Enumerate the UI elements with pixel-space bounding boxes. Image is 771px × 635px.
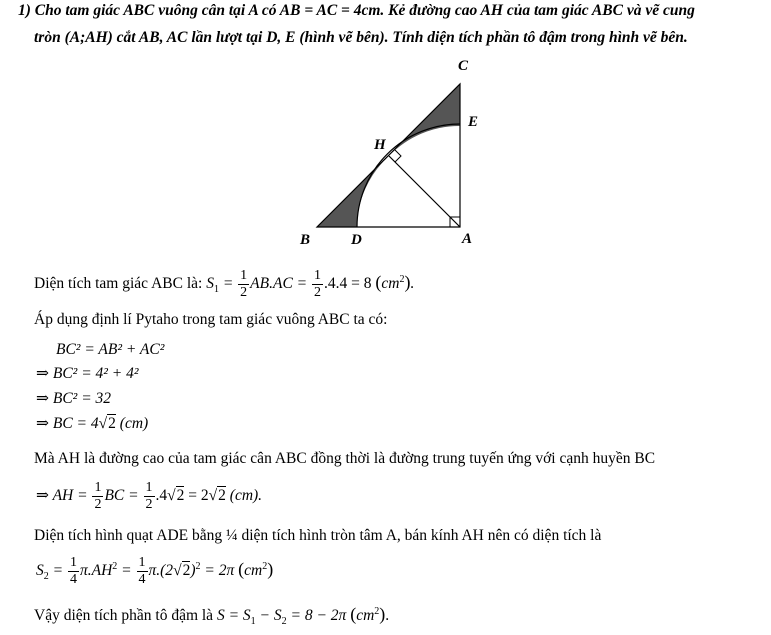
s1-intro: Diện tích tam giác ABC là:: [34, 275, 203, 293]
s2-eq2: =: [121, 562, 132, 580]
s1-lhs-sub: 1: [213, 284, 219, 296]
s2-mid: π.AH: [79, 562, 113, 580]
s1-frac2: [312, 268, 323, 301]
final-sub2: 2: [281, 616, 287, 628]
s2-rad: 2: [182, 562, 191, 580]
ah-unit: (cm).: [229, 487, 263, 505]
ah-rad2: 2: [218, 487, 226, 505]
label-e: E: [468, 114, 479, 130]
eq-4: ⇒ BC = 4√2 (cm): [36, 415, 149, 432]
s2-lhs-sub: 2: [43, 571, 49, 583]
label-d: D: [351, 232, 362, 248]
s2-frac: [68, 555, 79, 588]
ah-pre: ⇒ AH =: [36, 487, 88, 505]
ah-rad1: 2: [176, 487, 185, 505]
s2-close: ): [190, 562, 196, 580]
problem-line-1: 1) Cho tam giác ABC vuông cân tại A có AB = AC = 4cm. Kẻ đường cao AH của tam giác ABC và vẽ cung: [18, 2, 695, 19]
eq-3: ⇒ BC² = 32: [36, 390, 112, 407]
median-text: Mà AH là đường cao của tam giác cân ABC đồng thời là đường trung tuyến ứng với cạnh huyền BC: [34, 450, 656, 467]
s2-eq: =: [52, 562, 64, 580]
s2-frac-num: 1: [69, 555, 77, 570]
s1-frac-num: 1: [240, 268, 248, 283]
s1-frac2-num: 1: [314, 268, 321, 283]
altitude-ah: [389, 156, 460, 227]
final-unit-sup: 2: [374, 605, 380, 617]
s1-formula: $S_1$ = $\frac{1}{2}$ AB.AC = $\frac{1}{2}$ .4.4 = 8 $(cm^2)$.: [206, 268, 415, 300]
ah-mid2: .4: [155, 487, 168, 505]
ah-frac2-num: 1: [145, 480, 153, 495]
final-end: .: [385, 607, 390, 624]
label-h: H: [374, 137, 386, 153]
final-unit: cm: [356, 607, 375, 624]
ah-frac: [92, 480, 103, 513]
ah-frac-den: 2: [94, 497, 102, 512]
s1-lhs: S: [206, 275, 214, 293]
eq4-pre: ⇒ BC = 4: [36, 415, 99, 432]
s2-rhs: = 2π: [204, 562, 235, 580]
s1-frac2-den: 2: [314, 285, 321, 300]
final-intro: Vậy diện tích phần tô đậm là: [34, 607, 214, 624]
ah-mid: BC =: [104, 487, 139, 505]
problem-line-2: tròn (A;AH) cắt AB, AC lần lượt tại D, E (hình vẽ bên). Tính diện tích phần tô đậm trong hình vẽ bên.: [34, 29, 688, 46]
s2-line: $S_2$ = $\frac{1}{4}$ $\pi.AH^2$ = $\frac{1}{4}$ $\pi.(2√2)^2 = 2\pi$ $(cm^2)$: [36, 555, 274, 587]
final-minus: − S: [255, 607, 282, 624]
s2-unit: cm: [244, 562, 263, 580]
final-expr: S = S: [216, 607, 251, 624]
s2-lhs: S: [36, 562, 44, 580]
ah-eq: = 2: [184, 487, 209, 505]
eq4-unit: (cm): [119, 415, 149, 432]
eq4-rad: 2: [108, 415, 116, 432]
s2-frac2-num: 1: [138, 555, 146, 570]
ah-line: ⇒ AH = $\frac{1}{2}$ BC = $\frac{1}{2}$ .4√2 = 2√2 (cm).: [36, 480, 263, 512]
final-line: [34, 604, 389, 627]
s2-mid-sup: 2: [112, 560, 118, 572]
s1-line: [34, 268, 414, 301]
label-c: C: [458, 58, 469, 74]
s2-frac2-den: 4: [138, 572, 146, 587]
ah-frac2-den: 2: [145, 497, 153, 512]
s1-unit-sup: 2: [399, 273, 405, 285]
s1-eq: =: [222, 275, 234, 293]
eq-2: ⇒ BC² = 4² + 4²: [36, 365, 139, 382]
s1-mid: AB.AC =: [250, 275, 308, 293]
pytago-intro: Áp dụng định lí Pytaho trong tam giác vuông ABC ta có:: [34, 311, 388, 328]
s1-unit: cm: [381, 275, 400, 293]
ah-frac-num: 1: [94, 480, 102, 495]
label-b: B: [300, 232, 311, 248]
ah-frac2: [144, 480, 155, 513]
s2-mid2: π.(2: [148, 562, 174, 580]
final-sub1: 1: [250, 616, 256, 628]
final-formula: $S = S_1 - S_2 = 8 - 2\pi$ $(cm^2)$.: [216, 604, 390, 628]
sector-text: Diện tích hình quạt ADE bằng ¼ diện tích hình tròn tâm A, bán kính AH nên có diện tích là: [34, 527, 602, 544]
s1-frac-den: 2: [240, 285, 248, 300]
s2-unit-sup: 2: [262, 560, 268, 572]
s1-frac: [238, 268, 249, 301]
right-angle-h: [395, 150, 401, 162]
final-rhs: = 8 − 2π: [286, 607, 347, 624]
geometry-figure: [290, 50, 490, 250]
s2-close-sup: 2: [195, 560, 201, 572]
eq-1: BC² = AB² + AC²: [56, 341, 165, 358]
s1-rhs: .4.4 = 8: [324, 275, 372, 293]
label-a: A: [462, 231, 473, 247]
s2-frac-den: 4: [69, 572, 77, 587]
s2-frac2: [137, 555, 148, 588]
